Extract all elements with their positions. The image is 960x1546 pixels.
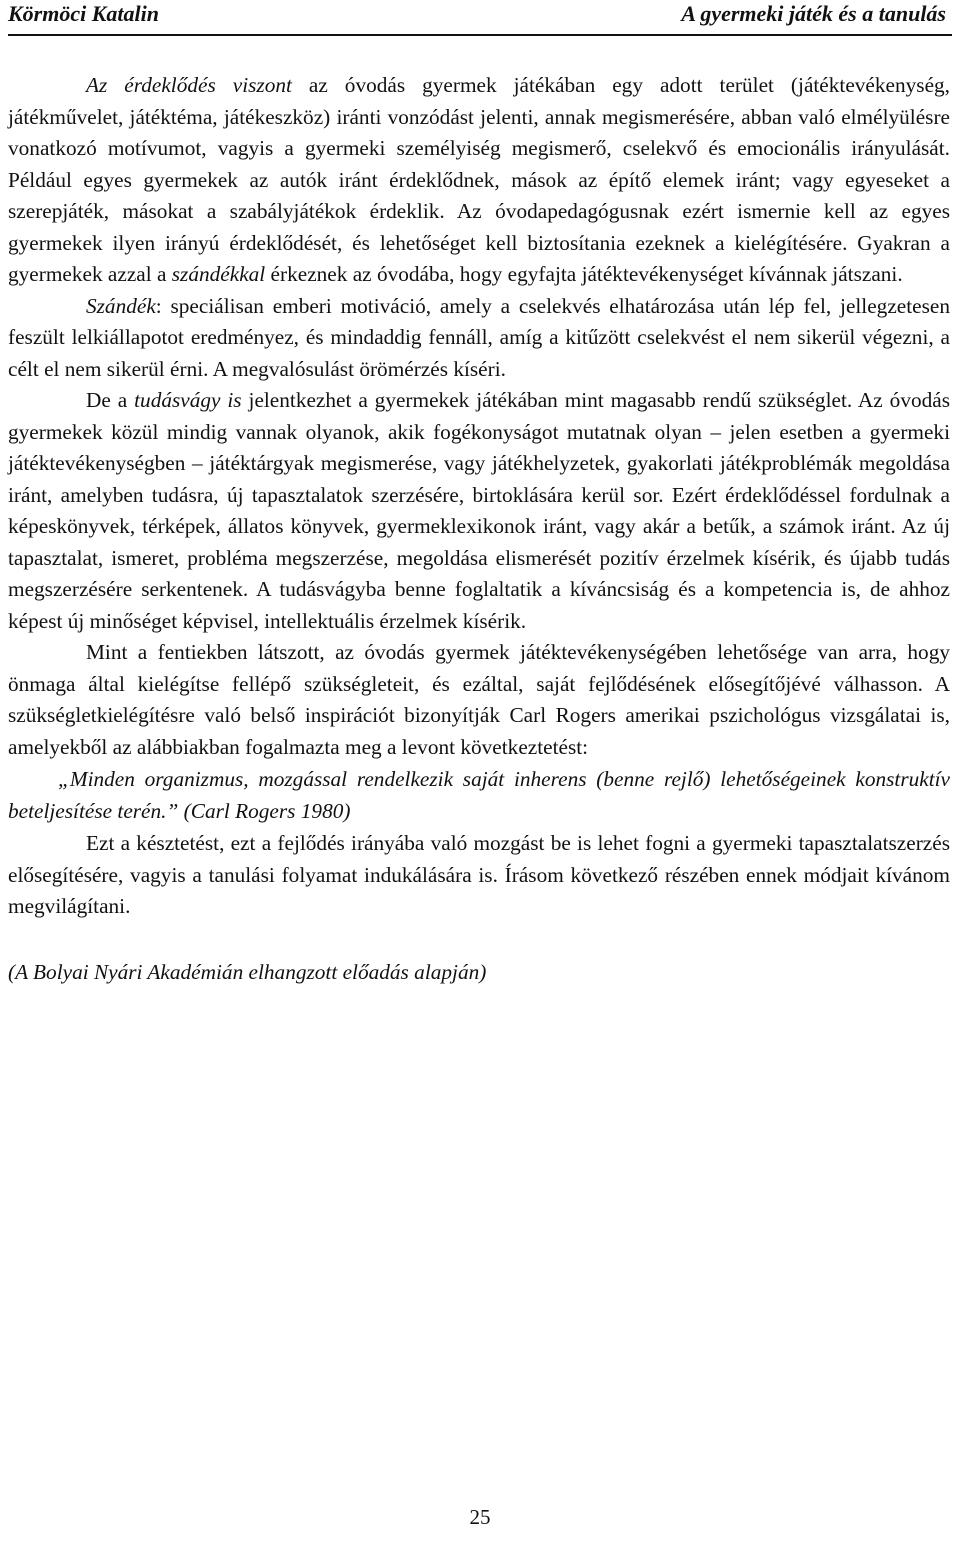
paragraph-closing: Ezt a késztetést, ezt a fejlődés irányába való mozgást be is lehet fogni a gyermeki tapasztalatszerzés elősegítésére, vagyis a tanulási folyamat indukálására is. Írásom következő részében ennek módjait kívánom megvilágítani. [8, 831, 950, 918]
paragraph-text: az óvodás gyermek játékában egy adott terület (játéktevékenység, játékművelet, játéktéma, játékeszköz) iránti vonzódást jelenti, annak megismerésére, abban való elmélyülésre vonatkozó motívumot, vagyis a gyermeki személyiség megismerő, cselekvő és emocionális irányulását. Például egyes gyermekek az autók iránt érdeklődnek, mások az építő elemek iránt; vagy egyeseket a szerepjáték, másokat a szabályjátékok érdeklik. Az óvodapedagógusnak ezért ismernie kell az egyes gyermekek ilyen irányú érdeklődését, és lehetőséget kell biztosítania ezeknek a kielégítésére. Gyakran a gyermekek azzal a [8, 73, 950, 286]
running-header [8, 0, 952, 36]
paragraph-text: érkeznek az óvodába, hogy egyfajta játéktevékenységet kívánnak játszani. [265, 262, 903, 286]
header-title: A gyermeki játék és a tanulás [681, 1, 946, 26]
source-note: (A Bolyai Nyári Akadémián elhangzott előadás alapján) [8, 959, 487, 984]
header-author: Körmöci Katalin [8, 1, 159, 26]
term-szandekkal: szándékkal [171, 262, 266, 286]
term-tudasvagy: tudásvágy is [134, 388, 242, 412]
paragraph-text: Mint a fentiekben látszott, az óvodás gyermek játéktevékenységében lehetősége van arra, hogy önmaga által kielégítse fellépő szükségleteit, és ezáltal, saját fejlődésének elősegítőjévé válhasson. A szükségletkielégítésre való belső inspirációt bizonyítják Carl Rogers amerikai pszichológus vizsgálatai is, amelyekből az alábbiakban fogalmazta meg a levont következtetést: [8, 640, 950, 759]
term-szandek: Szándék [86, 293, 156, 318]
page-number: 25 [469, 1505, 491, 1529]
paragraph-tudasvagy [8, 385, 950, 637]
article-body [8, 70, 950, 988]
paragraph-szandek [8, 291, 950, 386]
paragraph-text: De a [86, 388, 135, 412]
paragraph-rogers [8, 637, 950, 763]
term-erdeklodes: Az érdeklődés viszont [86, 73, 292, 97]
paragraph-text: jelentkezhet a gyermekek játékában mint magasabb rendű szükséglet. Az óvodás gyermekek közül mindig vannak olyanok, akik fogékonyságot mutatnak olyan – jelen esetben a gyermeki játéktevékenységben – játéktárgyak megismerése, vagy játékhelyzetek, gyakorlati játékproblémák megoldása iránt, amelyben tudásra, új tapasztalatok szerzésére, birtoklására kerül sor. Ezért érdeklődéssel fordulnak a képeskönyvek, térképek, állatos könyvek, gyermeklexikonok iránt, vagy akár a betűk, a számok iránt. Az új tapasztalat, ismeret, probléma megszerzése, megoldása elismerését pozitív érzelmek kísérik, és újabb tudás megszerzésére serkentenek. A tudásvágyba benne foglaltatik a kíváncsiság és a kompetencia is, de ahhoz képest új minőséget képvisel, intellektuális érzelmek kísérik. [8, 388, 951, 633]
paragraph-erdeklodes [8, 70, 950, 291]
rogers-quote: „Minden organizmus, mozgással rendelkezik saját inherens (benne rejlő) lehetőségeinek konstruktív beteljesítése terén.” (Carl Rogers 1980) [8, 767, 950, 823]
paragraph-text: : speciálisan emberi motiváció, amely a cselekvés elhatározása után lép fel, jellegzetesen feszült lelkiállapotot eredményez, és mindaddig fennáll, amíg a kitűzött cselekvést el nem sikerül végezni, a célt el nem sikerül érni. A megvalósulást örömérzés kíséri. [8, 293, 950, 381]
